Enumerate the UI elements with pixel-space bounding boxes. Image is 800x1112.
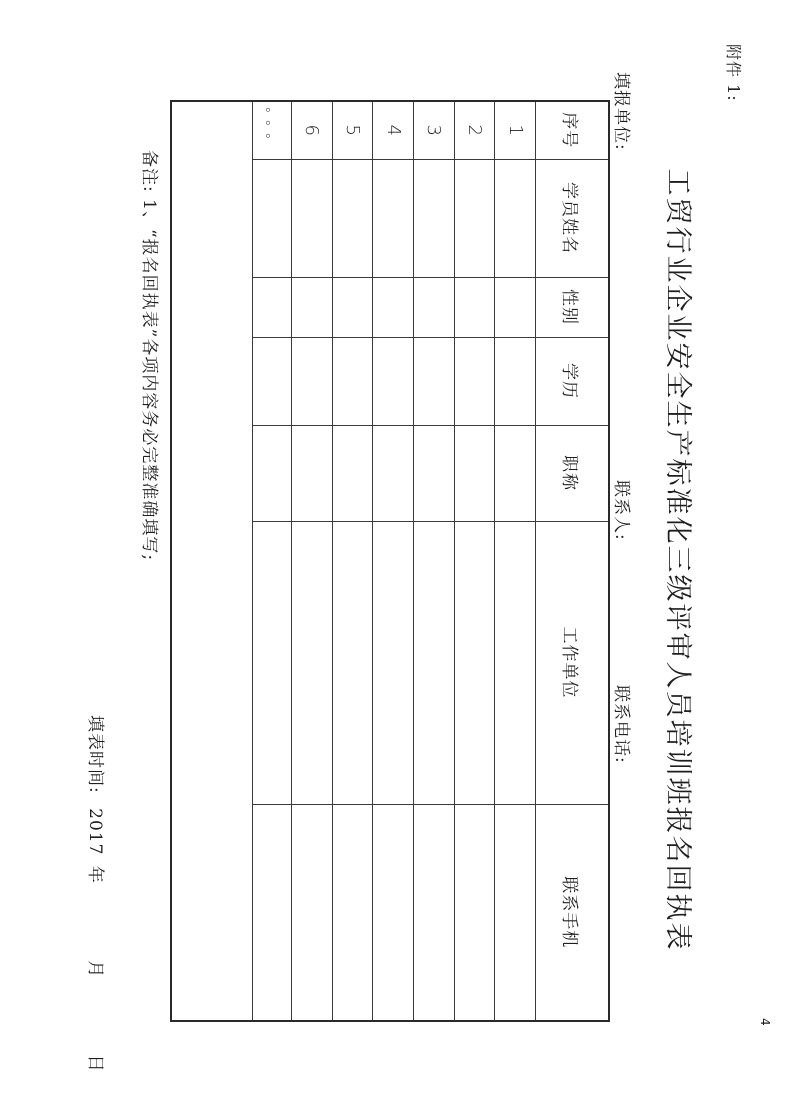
cell-education[interactable] [373,337,414,425]
cell-mobile[interactable] [253,804,292,1021]
remark-note: 备注: 1、“报名回执表”各项内容务必完整准确填写; [139,150,159,562]
registration-table [170,100,610,1022]
cell-education[interactable] [291,337,332,425]
row-seq: 2 [454,101,495,159]
cell-title[interactable] [454,425,495,521]
cell-employer[interactable] [413,521,454,804]
cell-education[interactable] [454,337,495,425]
form-title: 工贸行业企业安全生产标准化三级评审人员培训班报名回执表 [662,168,693,952]
fill-date-year-unit: 年 [85,865,105,884]
header-name: 学员姓名 [536,159,610,277]
fill-date-day-unit: 日 [85,1054,105,1073]
header-education: 学历 [536,337,610,425]
cell-mobile[interactable] [413,804,454,1021]
attachment-label: 附件 1: [724,44,743,102]
page-number: 4 [758,1018,772,1026]
table-row [454,101,495,1021]
cell-name[interactable] [454,159,495,277]
table-row [332,101,373,1021]
row-seq: 4 [373,101,414,159]
fill-date [85,715,110,1073]
cell-gender[interactable] [332,277,373,337]
header-mobile: 联系手机 [536,804,610,1021]
table-header-row [536,101,610,1021]
cell-gender[interactable] [495,277,536,337]
cell-gender[interactable] [253,277,292,337]
row-seq: 1 [495,101,536,159]
table-row [373,101,414,1021]
cell-title[interactable] [253,425,292,521]
cell-gender[interactable] [373,277,414,337]
cell-employer[interactable] [332,521,373,804]
cell-title[interactable] [291,425,332,521]
cell-mobile[interactable] [291,804,332,1021]
fill-date-label: 填表时间: [85,715,105,794]
row-seq: 3 [413,101,454,159]
cell-name[interactable] [373,159,414,277]
header-employer: 工作单位 [536,521,610,804]
cell-gender[interactable] [454,277,495,337]
cell-title[interactable] [332,425,373,521]
cell-education[interactable] [495,337,536,425]
cell-name[interactable] [495,159,536,277]
cell-employer[interactable] [253,521,292,804]
cell-mobile[interactable] [454,804,495,1021]
contact-phone-label: 联系电话: [611,685,631,764]
table-row [253,101,292,1021]
table-row [413,101,454,1021]
cell-title[interactable] [373,425,414,521]
table-row [495,101,536,1021]
cell-employer[interactable] [291,521,332,804]
cell-name[interactable] [253,159,292,277]
cell-name[interactable] [413,159,454,277]
cell-education[interactable] [253,337,292,425]
row-ellipsis: 。。。 [253,101,292,159]
cell-title[interactable] [495,425,536,521]
table-row [291,101,332,1021]
cell-title[interactable] [413,425,454,521]
header-title: 职称 [536,425,610,521]
fill-date-month-unit: 月 [85,960,105,979]
header-seq: 序号 [536,101,610,159]
note-cell [171,101,253,1021]
row-seq: 6 [291,101,332,159]
cell-mobile[interactable] [495,804,536,1021]
cell-name[interactable] [291,159,332,277]
note-row [171,101,253,1021]
cell-employer[interactable] [373,521,414,804]
cell-employer[interactable] [495,521,536,804]
cell-education[interactable] [332,337,373,425]
contact-person-label: 联系人: [611,480,631,541]
cell-name[interactable] [332,159,373,277]
row-seq: 5 [332,101,373,159]
cell-employer[interactable] [454,521,495,804]
cell-gender[interactable] [291,277,332,337]
cell-gender[interactable] [413,277,454,337]
header-gender: 性别 [536,277,610,337]
cell-education[interactable] [413,337,454,425]
cell-mobile[interactable] [332,804,373,1021]
fill-date-year: 2017 [85,808,105,856]
cell-mobile[interactable] [373,804,414,1021]
reporting-unit-label: 填报单位: [611,72,631,151]
